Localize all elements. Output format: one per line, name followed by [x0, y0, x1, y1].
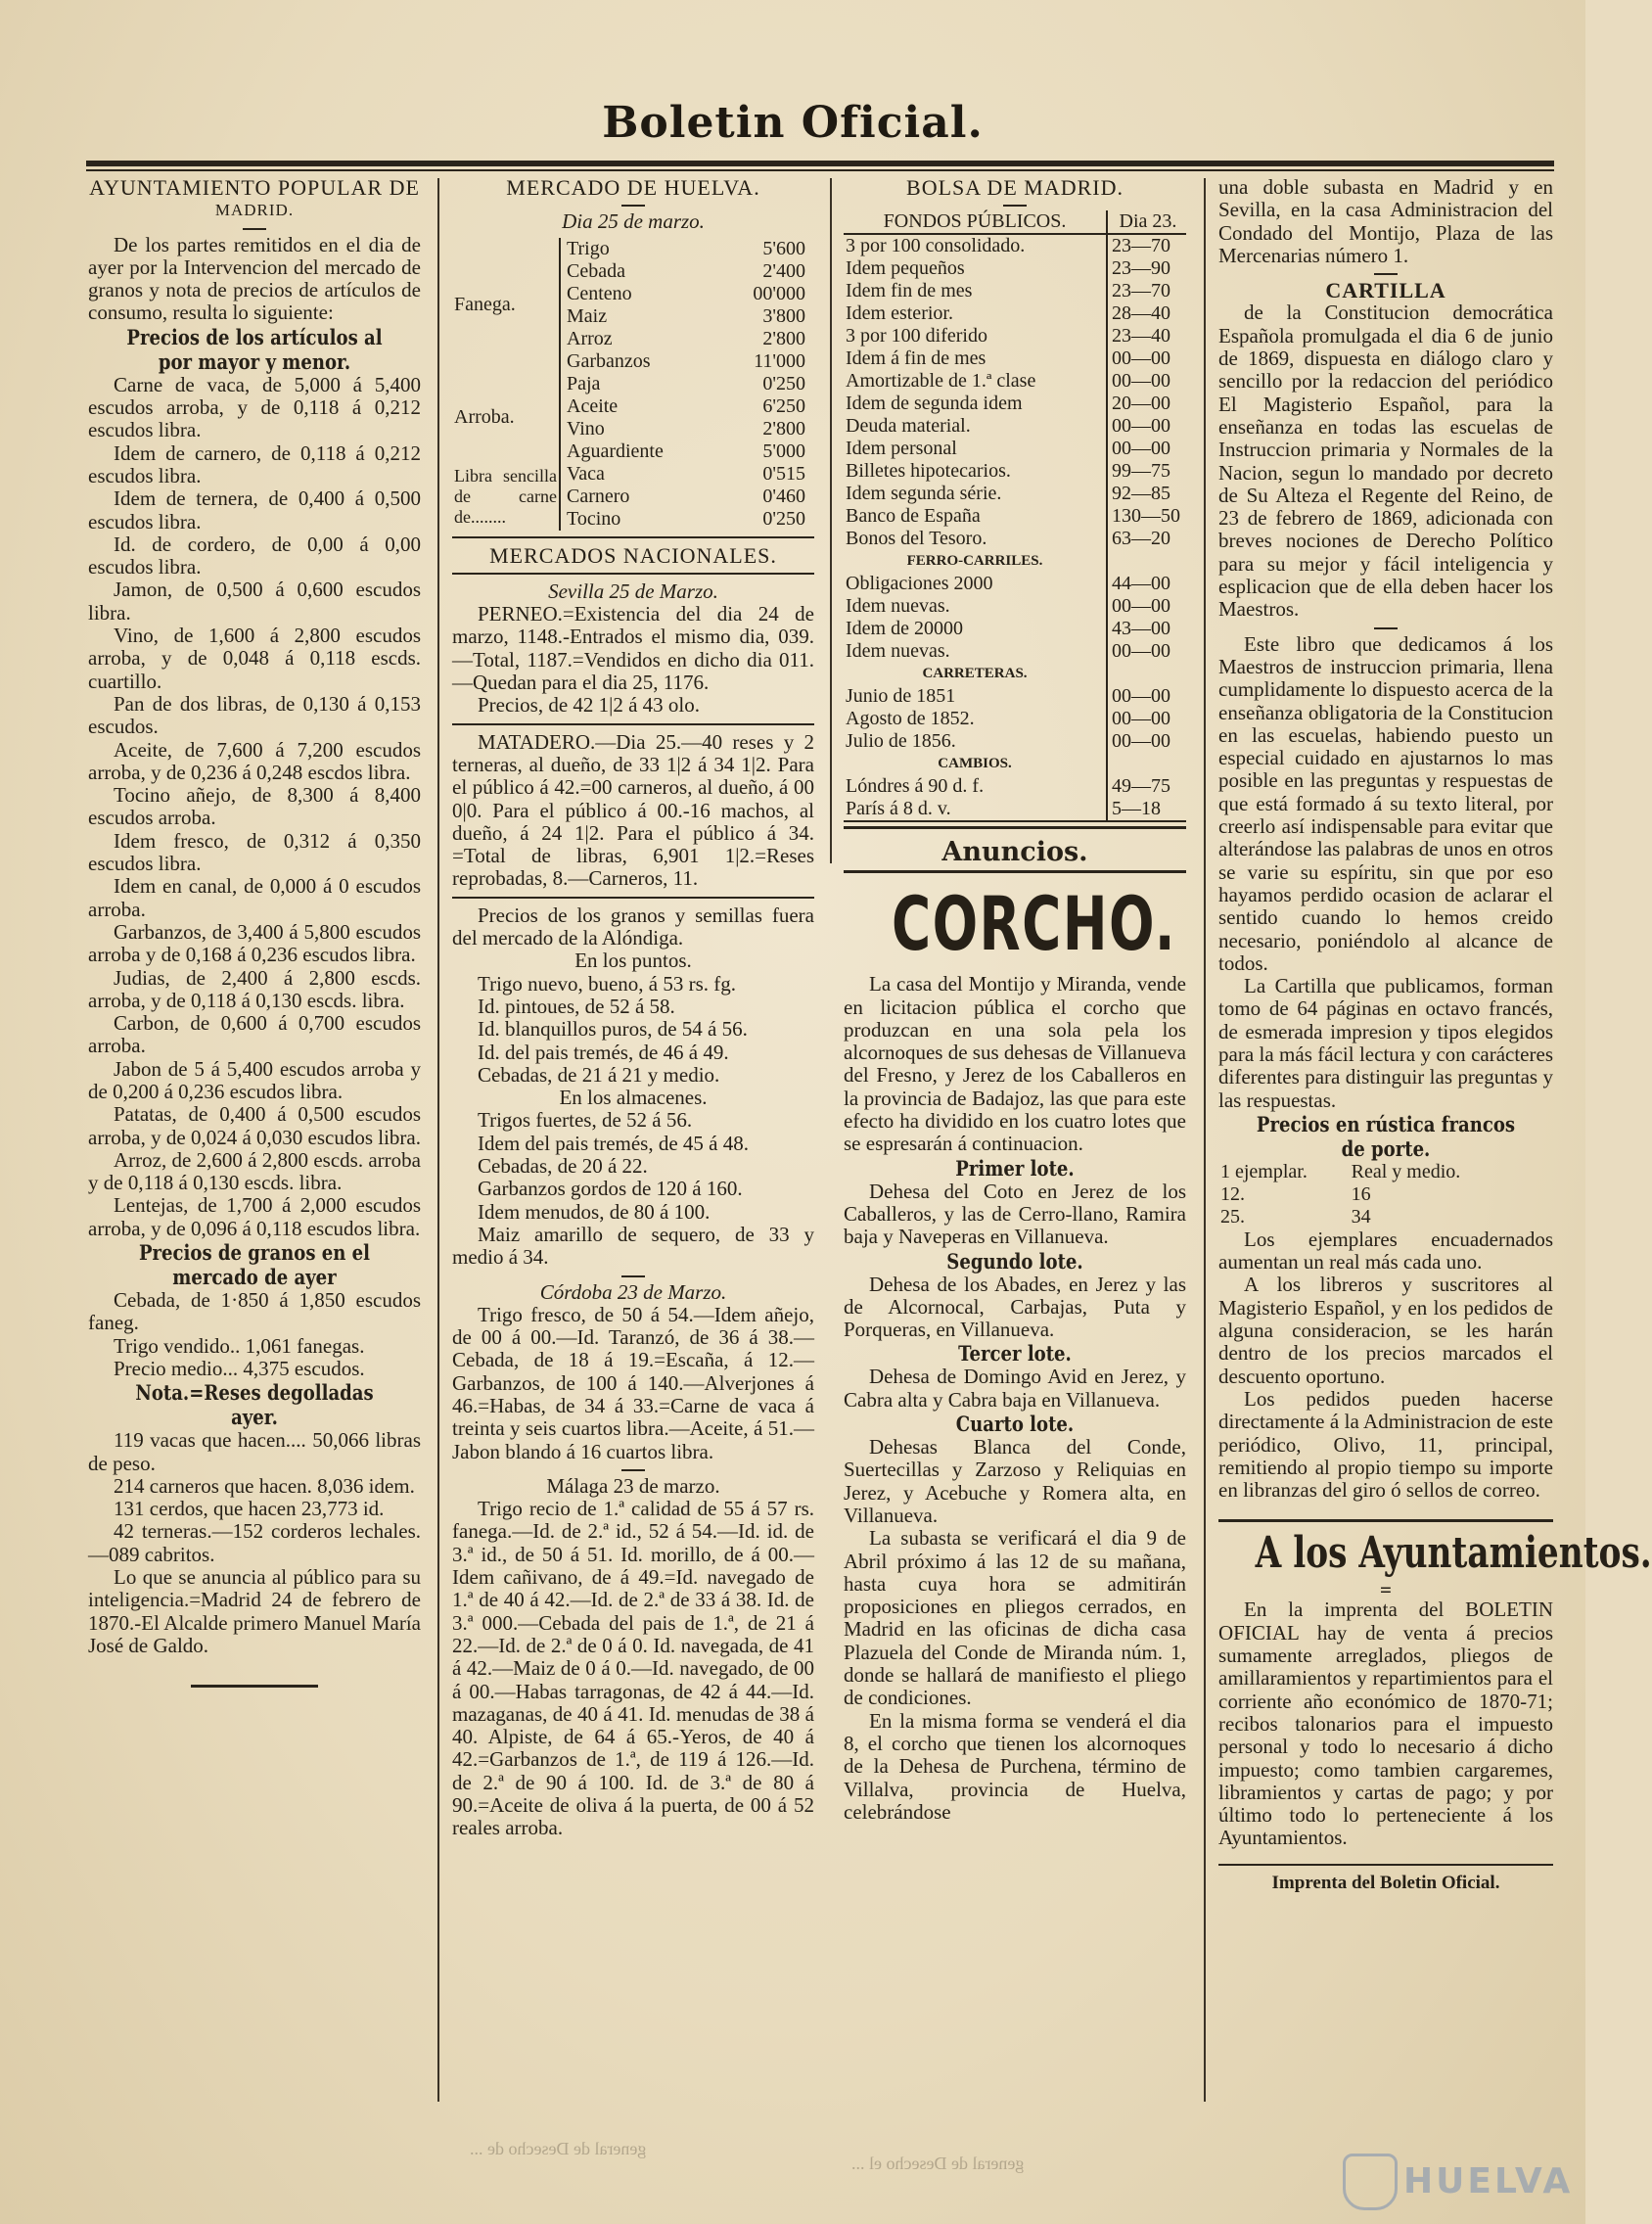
col1-res: 131 cerdos, que hacen 23,773 id. [114, 1497, 385, 1521]
fondos-head: FONDOS PÚBLICOS. [883, 210, 1067, 233]
pedidos-text: Los pedidos pueden hacerse directamente á la Administracion de este periódico, Olivo, 11, principal, remitiendo al propio tiempo su importe en libranzas del giro ó sellos de correo. [1218, 1386, 1553, 1503]
separator [621, 1275, 645, 1277]
almacenes-item: Maiz amarillo de sequero, de 33 y medio á 34. [452, 1222, 814, 1270]
cordoba-text: Trigo fresco, de 50 á 54.—Idem añejo, de 00 á 00.—Id. Taranzó, de 36 á 38.—Cebada, de 18 á 19.=Escaña, á 12.—Garbanzos, de 100 á 140.—Alverjones á 46.=Habas, de 34 á 33.=Carne de vaca á treinta y seis cuartos libra.—Aceite, á 51.—Jabon blando á 16 cuartos libra. [452, 1302, 814, 1463]
separator [243, 228, 266, 230]
col1-item: Idem de carnero, de 0,118 á 0,212 escudos libra. [88, 440, 421, 487]
bolsa-value: 28—40 [1107, 302, 1186, 325]
col1-item: Idem de ternera, de 0,400 á 0,500 escudos libra. [88, 486, 421, 533]
separator [452, 536, 814, 538]
malaga-text: Trigo recio de 1.ª calidad de 55 á 57 rs. fanega.—Id. de 2.ª id., 52 á 54.—Id. id. de 3.ª id., de 50 á 51. Id. morillo, de á 00.—Idem cañivano, de á 49.=Id. navegado de 1.ª de 40 á 42.—Id. de 2.ª de 33 á 38. Id. de 3.ª 000.—Cebada del pais de 1.ª, de 21 á 22.—Id. de 2.ª de 0 á 0. Id. navegada, de 41 á 42.—Maiz de 0 á 0.—Id. navegado, de 00 á 00.—Habas tarragonas, de 42 á 44.—Id. mazaganas, de 40 á 41. Id. menudas de 38 á 40. Alpiste, de 64 á 65.-Yeros, de 40 á 42.=Garbanzos de 1.ª, de 119 á 126.—Id. de 2.ª de 90 á 100. Id. de 3.ª de 80 á 90.=Aceite de oliva á la puerta, de 00 á 52 reales arroba. [452, 1497, 814, 1840]
product: Vaca [560, 463, 706, 486]
seal-icon [1343, 2154, 1398, 2210]
price: 0'250 [762, 372, 805, 394]
col1-item: Patatas, de 0,400 á 0,500 escudos arroba, y de 0,024 á 0,030 escudos libra. [88, 1102, 421, 1149]
col1-item: Vino, de 1,600 á 2,800 escudos arroba, y de 0,048 á 0,118 escds. cuartillo. [88, 624, 421, 693]
arroba-label: Arroba. [454, 406, 515, 429]
price: 2'800 [762, 417, 805, 440]
bleed-through: general de Desecho el ... [851, 2154, 1025, 2173]
puntos-item: Id. blanquillos puros, de 54 á 56. [478, 1017, 748, 1042]
almacenes-item: Trigos fuertes, de 52 á 56. [478, 1108, 693, 1133]
bolsa-value: 00—00 [1107, 595, 1186, 618]
col1-grano: Precio medio... 4,375 escudos. [114, 1356, 365, 1380]
ayuntamientos-text: En la imprenta del BOLETIN OFICIAL hay de venta á precios sumamente arreglados, pliegos de amillaramientos y repartimientos para el corriente año económico de 1870-71; recibos talonarios para el impuesto personal y todo lo necesario á dicho impuesto; como tambien cargaremes, libramientos y cartas de pago; y por último todo lo perteneciente á los Ayuntamientos. [1218, 1598, 1553, 1850]
matadero-text: MATADERO.—Dia 25.—40 reses y 2 terneras, al dueño, de 33 1|2 á 34 1|2. Para el público á 42.=00 carneros, al dueño, á 00 0|0. Para el público á 00.-16 machos, al dueño, á 24 1|2. Para el público á 34. =Total de libras, 6,901 1|2.=Reses reprobadas, 8.—Carneros, 11. [452, 729, 814, 891]
bolsa-label: Junio de 1851 [846, 685, 956, 708]
col1-item: Id. de cordero, de 0,00 á 0,00 escudos libra. [88, 532, 421, 579]
bolsa-label: Deuda material. [846, 415, 971, 438]
ferro-head: FERRO-CARRILES. [906, 553, 1043, 570]
col1-item: Carbon, de 0,600 á 0,700 escudos arroba. [88, 1011, 421, 1058]
bolsa-value: 23—90 [1107, 257, 1186, 280]
col1-head1: Precios de los artículos al por mayor y menor. [126, 324, 383, 374]
separator [452, 573, 814, 575]
price: 3'800 [762, 304, 805, 327]
bolsa-value: 00—00 [1107, 370, 1186, 393]
precios-table [1218, 1161, 1512, 1228]
lote-text: Dehesa de Domingo Avid en Jerez, y Cabra alta y Cabra baja en Villanueva. [844, 1365, 1186, 1412]
almacenes-item: Idem del pais tremés, de 45 á 48. [478, 1131, 749, 1155]
bolsa-label: 3 por 100 diferido [846, 325, 987, 348]
col1-subtitle: MADRID. [214, 201, 295, 220]
col1-intro: De los partes remitidos en el dia de ayer por la Intervencion del mercado de granos y nota de precios de artículos de consumo, resulta lo siguiente: [88, 232, 421, 325]
bolsa-value: 20—00 [1107, 393, 1186, 415]
col1-item: Aceite, de 7,600 á 7,200 escudos arroba, y de 0,236 á 0,248 escdos libra. [88, 737, 421, 784]
malaga-date: Málaga 23 de marzo. [546, 1473, 720, 1498]
precio-label: 12. [1220, 1182, 1245, 1205]
precio-label: 1 ejemplar. [1220, 1160, 1308, 1182]
sevilla-text: PERNEO.=Existencia del dia 24 de marzo, 1148.-Entrados el mismo dia, 039.—Total, 1187.=Vendidos en dicho dia 011.—Quedan para el dia 25, 1176. [452, 602, 814, 695]
col1-item: Idem en canal, de 0,000 á 0 escudos arroba. [88, 874, 421, 921]
product: Vino [560, 418, 706, 440]
subasta-text: La subasta se verificará el dia 9 de Abril próximo á las 12 de su mañana, hasta cuya hora se admitirán proposiciones en pliegos cerrados, en Madrid en las oficinas de dicha casa Plazuela del Conde de Miranda núm. 1, donde se hallará de manifiesto el pliego de condiciones. [844, 1526, 1186, 1710]
column-4 [1218, 175, 1652, 1894]
precio-value: Real y medio. [1351, 1160, 1461, 1182]
product: Garbanzos [560, 350, 706, 373]
lote-text: Dehesa del Coto en Jerez de los Caballeros, y las de Cerro-llano, Ramira baja y Naveperas en Villanueva. [844, 1179, 1186, 1249]
price: 2'400 [762, 259, 805, 282]
imprenta-line: Imprenta del Boletin Oficial. [1271, 1872, 1500, 1893]
product: Cebada [560, 260, 706, 283]
col1-item: Pan de dos libras, de 0,130 á 0,153 escudos. [88, 691, 421, 739]
price: 11'000 [754, 349, 805, 372]
bolsa-label: Lóndres á 90 d. f. [846, 775, 985, 798]
price: 00'000 [753, 282, 805, 304]
bleed-through: general de Desecho de ... [470, 2139, 647, 2158]
libreros-text: A los libreros y suscritores al Magisterio Español, y en los pedidos de alguna consideracion, se les harán dentro de los precios marcados el descuento oportuno. [1218, 1273, 1553, 1388]
puntos-head: En los puntos. [574, 949, 692, 973]
misma-text: En la misma forma se venderá el dia 8, el corcho que tienen los alcornoques de la Dehesa de Purchena, término de Villalva, provincia de Huelva, celebrándose [844, 1708, 1186, 1824]
bolsa-value: 92—85 [1107, 483, 1186, 505]
bolsa-label: Banco de España [846, 505, 981, 528]
bolsa-value: 63—20 [1107, 528, 1186, 550]
separator [621, 205, 645, 207]
price: 0'460 [762, 485, 805, 507]
separator [621, 1469, 645, 1471]
price: 6'250 [762, 394, 805, 417]
sevilla-date: Sevilla 25 de Marzo. [548, 579, 718, 603]
col1-res: 42 terneras.—152 corderos lechales.—089 cabritos. [88, 1519, 421, 1566]
eq-mark: = [1380, 1578, 1392, 1602]
almacenes-head: En los almacenes. [559, 1086, 708, 1110]
precios-head: Precios en rústica francos de porte. [1256, 1111, 1516, 1161]
end-rule [191, 1685, 318, 1688]
bolsa-label: Idem pequeños [846, 257, 965, 280]
bolsa-label: Idem personal [846, 438, 957, 460]
col2-date: Dia 25 de marzo. [562, 209, 705, 234]
precio-value: 34 [1351, 1205, 1371, 1228]
cambios-head: CAMBIOS. [938, 756, 1012, 772]
bolsa-value: 43—00 [1107, 618, 1186, 640]
lote-head: Segundo lote. [946, 1248, 1083, 1274]
fuera-text: Precios de los granos y semillas fuera del mercado de la Alóndiga. [452, 903, 814, 950]
lote-head: Cuarto lote. [955, 1412, 1075, 1437]
bolsa-value: 00—00 [1107, 415, 1186, 438]
dia-head: Dia 23. [1107, 210, 1186, 234]
bolsa-value: 00—00 [1107, 640, 1186, 663]
price: 0'515 [762, 462, 805, 485]
col1-item: Idem fresco, de 0,312 á 0,350 escudos libra. [88, 828, 421, 876]
top-rule [86, 161, 1554, 166]
column-2 [452, 176, 814, 1840]
separator [452, 897, 814, 899]
product: Trigo [560, 238, 706, 260]
almacenes-item: Garbanzos gordos de 120 á 160. [478, 1177, 743, 1201]
col1-grano: Trigo vendido.. 1,061 fanegas. [114, 1333, 365, 1358]
anuncios-head: Anuncios. [941, 837, 1088, 868]
col1-grano: Cebada, de 1·850 á 1,850 escudos faneg. [88, 1288, 421, 1335]
puntos-item: Id. del pais tremés, de 46 á 49. [478, 1040, 729, 1064]
product: Paja [560, 373, 706, 395]
bolsa-value: 44—00 [1107, 573, 1186, 595]
separator [452, 723, 814, 725]
col1-item: Carne de vaca, de 5,000 á 5,400 escudos arroba, y de 0,118 á 0,212 escudos libra. [88, 372, 421, 442]
bolsa-label: Idem segunda série. [846, 483, 1002, 505]
cartilla2-text: La Cartilla que publicamos, forman tomo de 64 páginas en octavo francés, de esmerada impresion y tipos elegidos para la más fácil lectura y con carácteres diferentes para distinguir las preguntas y las respuestas. [1218, 974, 1553, 1112]
bolsa-label: Idem de 20000 [846, 618, 963, 640]
price: 2'800 [762, 327, 805, 349]
separator [1374, 273, 1398, 275]
separator [1003, 205, 1027, 207]
bolsa-value: 49—75 [1107, 775, 1186, 798]
puntos-item: Id. pintoues, de 52 á 58. [478, 994, 675, 1018]
bolsa-label: Obligaciones 2000 [846, 573, 993, 595]
almacenes-item: Cebadas, de 20 á 22. [478, 1154, 648, 1179]
cordoba-date: Córdoba 23 de Marzo. [539, 1279, 727, 1304]
ayuntamientos-head: A los Ayuntamientos. [1255, 1528, 1652, 1579]
price: 5'600 [762, 237, 805, 259]
bolsa-label: Agosto de 1852. [846, 708, 975, 730]
carreteras-head: CARRETERAS. [922, 666, 1028, 682]
libra-label: Libra sencilla de carne de........ [454, 465, 557, 527]
price-table-fanega [452, 238, 807, 373]
price-table-arroba [452, 373, 807, 463]
col1-closing: Lo que se anuncia al público para su inteligencia.=Madrid 24 de febrero de 1870.-El Alcalde primero Manuel María José de Galdo. [88, 1565, 421, 1657]
bolsa-value: 00—00 [1107, 685, 1186, 708]
bolsa-value: 99—75 [1107, 460, 1186, 483]
separator [844, 822, 1186, 829]
bolsa-label: Idem esterior. [846, 302, 953, 325]
bolsa-value: 23—70 [1107, 280, 1186, 302]
bolsa-label: 3 por 100 consolidado. [846, 235, 1026, 257]
lote-head: Tercer lote. [958, 1341, 1072, 1367]
col1-item: Lentejas, de 1,700 á 2,000 escudos arroba, y de 0,096 á 0,118 escudos libra. [88, 1193, 421, 1240]
precio-value: 16 [1351, 1182, 1371, 1205]
bolsa-label: Amortizable de 1.ª clase [846, 370, 1036, 393]
product: Carnero [560, 486, 706, 508]
bolsa-label: Idem de segunda idem [846, 393, 1023, 415]
masthead: Boletin Oficial. [602, 98, 984, 148]
separator [1218, 1864, 1553, 1866]
col1-item: Arroz, de 2,600 á 2,800 escds. arroba y de 0,118 á 0,130 escds. libra. [88, 1147, 421, 1195]
product: Centeno [560, 283, 706, 305]
col1-item: Jamon, de 0,500 á 0,600 escudos libra. [88, 578, 421, 625]
bolsa-value: 00—00 [1107, 708, 1186, 730]
sevilla-text: Precios, de 42 1|2 á 43 olo. [478, 693, 701, 718]
col4-cont: una doble subasta en Madrid y en Sevilla, en la casa Administracion del Condado del Montijo, Plaza de las Mercenarias número 1. [1218, 175, 1553, 267]
puntos-item: Cebadas, de 21 á 21 y medio. [478, 1062, 720, 1087]
bolsa-value: 00—00 [1107, 438, 1186, 460]
bolsa-label: Idem nuevas. [846, 595, 950, 618]
lote-text: Dehesas Blanca del Conde, Suertecillas y Zarzoso y Reliquias en Jerez, y Acebuche y Romera alta, en Villanueva. [844, 1435, 1186, 1527]
puntos-item: Trigo nuevo, bueno, á 53 rs. fg. [478, 971, 737, 996]
corcho-head: CORCHO. [892, 880, 1176, 968]
libro-text: Este libro que dedicamos á los Maestros de instruccion primaria, llena cumplidamente lo dispuesto acerca de la enseñanza obligatoria de la Constitucion en las escuelas, habiendo puesto un especial cuidado en ajustarnos lo mas posible en las preguntas y respuestas de que está formado á su texto literal, por creerlo así indispensable para evitar que alterándose las palabras de unos en otros se varie su espíritu, sin que por eso hayamos perdido ocasion de aclarar el sentido cuando lo hemos creido necesario, poniéndolo al alcance de todos. [1218, 631, 1553, 975]
bolsa-label: Idem á fin de mes [846, 348, 987, 370]
column-divider [437, 178, 439, 2102]
separator [1218, 1519, 1553, 1522]
top-rule-thin [86, 169, 1554, 171]
separator [844, 870, 1186, 873]
bolsa-value: 23—40 [1107, 325, 1186, 348]
column-3 [844, 176, 1186, 1824]
price: 0'250 [762, 507, 805, 530]
col2-title2: MERCADOS NACIONALES. [489, 542, 777, 568]
col1-title: AYUNTAMIENTO POPULAR DE [89, 175, 420, 200]
col1-res: 119 vacas que hacen.... 50,066 libras de peso. [88, 1428, 421, 1475]
stamp-text: HUELVA [1403, 2161, 1574, 2201]
bolsa-value: 130—50 [1107, 505, 1186, 528]
column-divider [830, 178, 832, 863]
archive-stamp [1343, 2154, 1574, 2208]
price: 5'000 [762, 440, 805, 462]
product: Maiz [560, 305, 706, 328]
bolsa-table [844, 210, 1186, 822]
col1-head3: Nota.=Reses degolladas ayer. [135, 1380, 374, 1430]
bolsa-value: 00—00 [1107, 348, 1186, 370]
product: Aceite [560, 395, 706, 418]
cartilla-head: CARTILLA [1325, 278, 1446, 303]
col1-item: Garbanzos, de 3,400 á 5,800 escudos arroba y de 0,168 á 0,236 escudos libra. [88, 919, 421, 967]
bolsa-label: Billetes hipotecarios. [846, 460, 1011, 483]
product: Tocino [560, 508, 706, 531]
col1-head2: Precios de granos en el mercado de ayer [138, 1240, 371, 1290]
enc-text: Los ejemplares encuadernados aumentan un real más cada uno. [1218, 1227, 1553, 1274]
cartilla-text: de la Constitucion democrática Española promulgada el dia 6 de junio de 1869, dispuesta en diálogo claro y sencillo por la redaccion del periódico El Magisterio Español, para la enseñanza en todas las escuelas de Instruccion primaria y Normales de la Nacion, segun lo mandado por decreto de Su Alteza el Regente del Reino, de 23 de febrero de 1869, adicionada con breves nociones de Derecho Político para su mejor y fácil inteligencia y esplicacion que de ella deben hacer los Maestros. [1218, 301, 1553, 622]
precio-label: 25. [1220, 1205, 1245, 1228]
col1-item: Tocino añejo, de 8,300 á 8,400 escudos arroba. [88, 783, 421, 830]
lote-head: Primer lote. [955, 1155, 1075, 1181]
lote-text: Dehesa de los Abades, en Jerez y las de Alcornocal, Carbajas, Puta y Porqueras, en Villanueva. [844, 1272, 1186, 1342]
bolsa-label: Idem fin de mes [846, 280, 973, 302]
col1-item: Jabon de 5 á 5,400 escudos arroba y de 0,200 á 0,236 escudos libra. [88, 1056, 421, 1103]
bolsa-value: 00—00 [1107, 730, 1186, 753]
bolsa-value: 23—70 [1107, 234, 1186, 257]
col3-title: BOLSA DE MADRID. [906, 175, 1124, 200]
bolsa-label: Idem nuevas. [846, 640, 950, 663]
bolsa-label: Julio de 1856. [846, 730, 956, 753]
price-table-libra [452, 463, 807, 531]
fanega-label: Fanega. [454, 294, 516, 316]
corcho-intro: La casa del Montijo y Miranda, vende en licitacion pública el corcho que produzcan en una sola pela los alcornoques de sus dehesas de Villanueva del Fresno, y Jerez de los Caballeros en la provincia de Badajoz, las que para este efecto ha dividido en los cuatro lotes que se espresarán á continuacion. [844, 972, 1186, 1156]
col2-title: MERCADO DE HUELVA. [506, 175, 760, 200]
product: Arroz [560, 328, 706, 350]
col1-res: 214 carneros que hacen. 8,036 idem. [114, 1473, 415, 1498]
col1-item: Judias, de 2,400 á 2,800 escds. arroba, y de 0,118 á 0,130 escds. libra. [88, 965, 421, 1012]
product: Aguardiente [560, 440, 706, 463]
bolsa-label: París á 8 d. v. [846, 798, 951, 820]
bolsa-value: 5—18 [1107, 798, 1186, 821]
separator [1374, 627, 1398, 629]
column-1 [88, 176, 421, 1688]
column-divider [1204, 178, 1206, 2102]
almacenes-item: Idem menudos, de 80 á 100. [478, 1199, 711, 1224]
bolsa-label: Bonos del Tesoro. [846, 528, 987, 550]
